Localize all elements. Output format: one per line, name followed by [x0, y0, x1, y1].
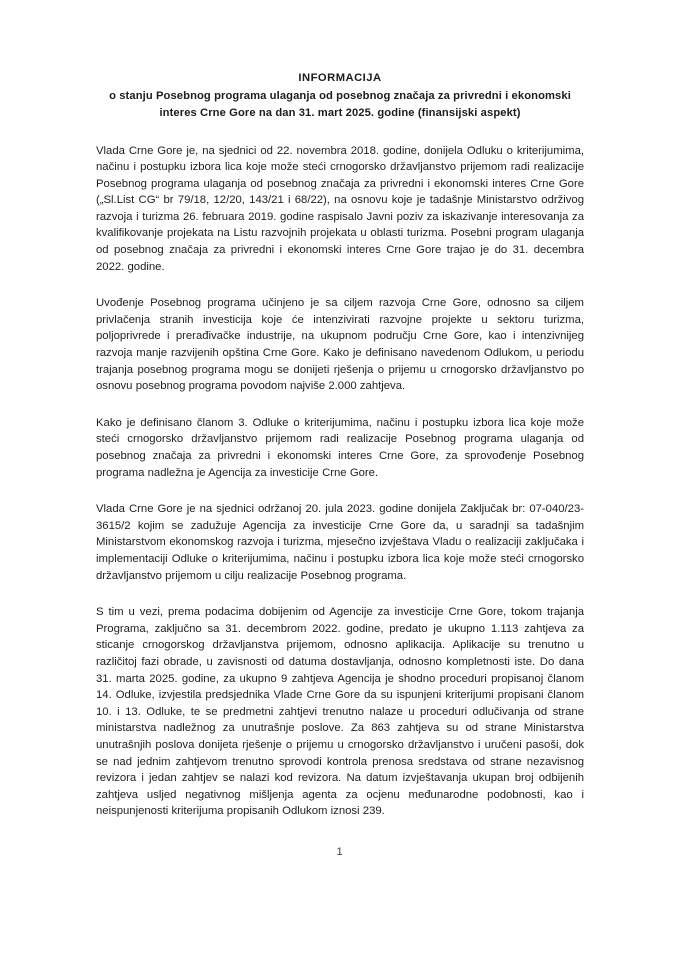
paragraph: Uvođenje Posebnog programa učinjeno je sa ciljem razvoja Crne Gore, odnosno sa ciljem privlačenja stranih investicija koje će intenzivirati razvojne projekte u sektoru turizma, poljoprivrede i prerađivačke industrije, na ukupnom području Crne Gore, kao i intenzivnijeg razvoja manje razvijenih opština Crne Gore. Kako je definisano navedenom Odlukom, u periodu trajanja posebnog programa mogu se donijeti rješenja o prijemu u crnogorsko državljanstvo po osnovu posebnog programa povodom najviše 2.000 zahtjeva.	[96, 297, 584, 393]
page-subtitle-line-2: interes Crne Gore na dan 31. mart 2025. godine (finansijski aspekt)	[159, 107, 521, 119]
document-title-block	[96, 70, 584, 123]
document-content	[96, 0, 584, 820]
paragraph: Vlada Crne Gore je na sjednici održanoj 20. jula 2023. godine donijela Zaključak br: 07-040/23-3615/2 kojim se zadužuje Agencija za investicije Crne Gore da, u saradnji sa tadašnjim Ministarstvom ekonomskog razvoja i turizma, mjesečno izvještava Vladu o realizaciji zaključaka i implementaciji Odluke o kriterijumima, načinu i postupku izbora lica koje može steći crnogorsko državljanstvo prijemom u cilju realizacije Posebnog programa.	[96, 503, 584, 582]
paragraph: Kako je definisano članom 3. Odluke o kriterijumima, načinu i postupku izbora lica koje može steći crnogorsko državljanstvo prijemom radi realizacije Posebnog programa ulaganja od posebnog značaja za privredni i ekonomski interes Crne Gore, za sprovođenje Posebnog programa nadležna je Agencija za investicije Crne Gore.	[96, 416, 584, 479]
document-body	[96, 143, 584, 820]
paragraph: Vlada Crne Gore je, na sjednici od 22. novembra 2018. godine, donijela Odluku o kriterijumima, načinu i postupku izbora lica koje može steći crnogorsko državljanstvo prijemom radi realizacije Posebnog programa ulaganja od posebnog značaja za privredni i ekonomski interes Crne Gore („Sl.List CG“ br 79/18, 12/20, 143/21 i 68/22), na osnovu koje je tadašnje Ministarstvo održivog razvoja i turizma 26. februara 2019. godine raspisalo Javni poziv za iskazivanje interesovanja za kvalifikovanje projekata na Listu razvojnih projekata u oblasti turizma. Posebni program ulaganja od posebnog značaja za privredni i ekonomski interes Crne Gore trajao je do 31. decembra 2022. godine.	[96, 144, 584, 273]
page-number: 1	[336, 846, 343, 858]
page-title: INFORMACIJA	[298, 72, 382, 84]
page-subtitle-line-1: o stanju Posebnog programa ulaganja od posebnog značaja za privredni i ekonomski	[109, 89, 571, 102]
paragraph: S tim u vezi, prema podacima dobijenim od Agencije za investicije Crne Gore, tokom trajanja Programa, zaključno sa 31. decembrom 2022. godine, predato je ukupno 1.113 zahtjeva za sticanje crnogorskog državljanstva prijemom, odnosno aplikacija. Aplikacije su trenutno u različitoj fazi obrade, u zavisnosti od datuma dostavljanja, odnosno kompletnosti iste. Do dana 31. marta 2025. godine, za ukupno 9 zahtjeva Agencija je shodno proceduri propisanoj članom 14. Odluke, izvjestila predsjednika Vlade Crne Gore da su ispunjeni kriterijumi propisani članom 10. i 13. Odluke, te se predmetni zahtjevi trenutno nalaze u proceduri odlučivanja od strane ministarstva nadležnog za unutrašnje poslove. Za 863 zahtjeva su od strane Ministarstva unutrašnjih poslova donijeta rješenje o prijemu u crnogorsko državljanstvo i uručeni pasoši, dok se nad jednim zahtjevom trenutno sprovodi kontrola prenosa sredstava od strane nezavisnog revizora i jedan zahtjev se nalazi kod revizora. Na datum izvještavanja ukupan broj odbijenih zahtjeva usljed negativnog mišljenja agenta za ocjenu međunarodne podobnosti, kao i neispunjenosti kriterijuma propisanih Odlukom iznosi 239.	[96, 606, 584, 818]
